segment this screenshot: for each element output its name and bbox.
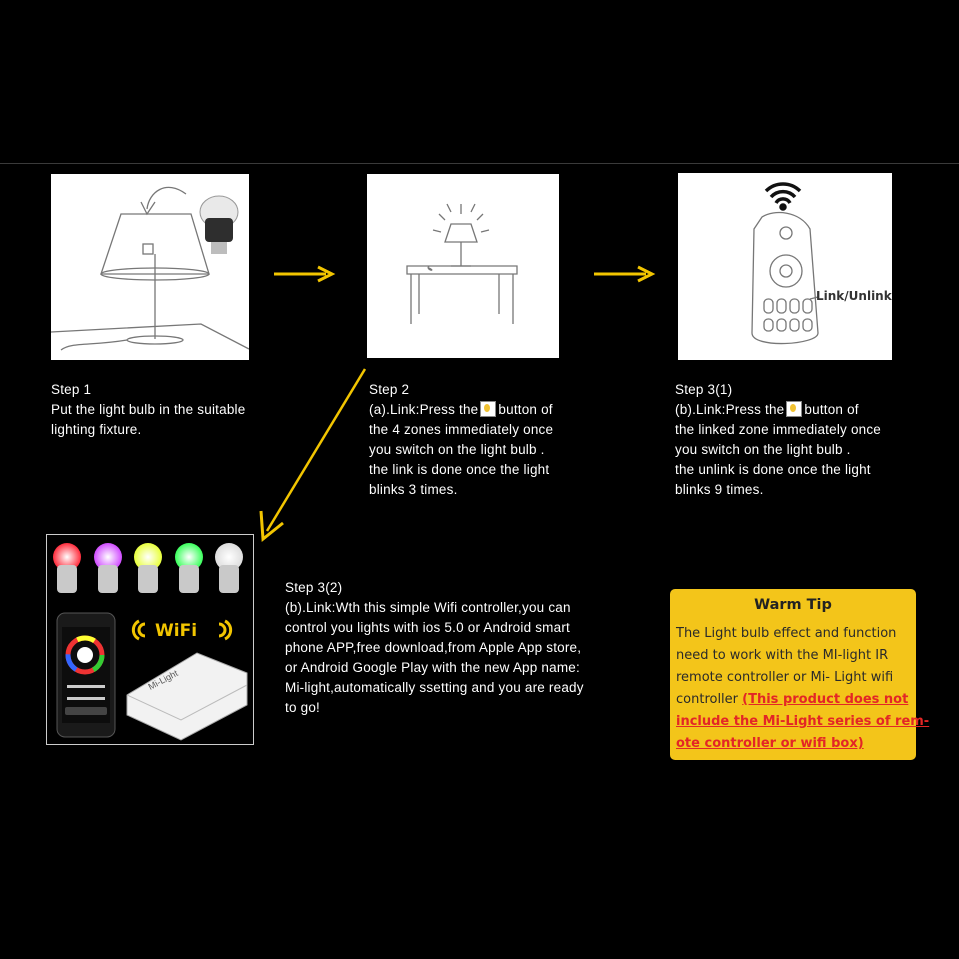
step1-title: Step 1 — [51, 382, 92, 397]
step2-image — [367, 174, 559, 358]
step1-line: lighting fixture. — [51, 422, 142, 437]
arrow-down-left-icon — [255, 365, 370, 543]
link-button-icon — [786, 401, 802, 417]
colored-bulbs — [53, 543, 243, 593]
arrow-right-icon — [592, 264, 656, 284]
step3-1-line: you switch on the light bulb . — [675, 442, 851, 457]
step1-line: Put the light bulb in the suitable — [51, 402, 246, 417]
link-button-icon — [480, 401, 496, 417]
step3-1-line: the unlink is done once the light — [675, 462, 871, 477]
warm-tip-warning: include the Mi-Light series of rem- — [676, 714, 930, 729]
step3-1-line: the linked zone immediately once — [675, 422, 882, 437]
smartphone — [57, 613, 115, 737]
step1-image — [51, 174, 249, 360]
step3-1-title: Step 3(1) — [675, 382, 733, 397]
warm-tip-line: need to work with the MI-light IR — [676, 648, 889, 663]
step2-line: the 4 zones immediately once — [369, 422, 554, 437]
step2-line: (a).Link:Press the button of — [369, 402, 553, 417]
step3-2-line: phone APP,free download,from Apple App store, — [285, 640, 582, 655]
step2-line: you switch on the light bulb . — [369, 442, 545, 457]
step3-1-line: (b).Link:Press the button of — [675, 402, 859, 417]
warm-tip-title: Warm Tip — [754, 597, 832, 613]
wifi-label: WiFi — [155, 621, 198, 641]
step3-1-line: blinks 9 times. — [675, 482, 764, 497]
wifi-signal-icon — [766, 184, 800, 209]
step3-2-line: (b).Link:Wth this simple Wifi controller,you can — [285, 600, 571, 615]
step3-2-line: or Android Google Play with the new App name: — [285, 660, 580, 675]
link-unlink-label: Link/Unlink — [816, 289, 892, 303]
warm-tip-warning: ote controller or wifi box) — [676, 736, 864, 751]
warm-tip-box — [670, 589, 930, 760]
warm-tip-line: The Light bulb effect and function — [676, 626, 897, 641]
step3-2-line: to go! — [285, 700, 320, 715]
step3-2-title: Step 3(2) — [285, 580, 343, 595]
warm-tip-warning: (This product does not — [742, 692, 909, 707]
step1-text — [51, 380, 245, 440]
step3-remote-image — [678, 173, 892, 360]
step3-2-line: Mi-light,automatically ssetting and you are ready — [285, 680, 584, 695]
wifi-controller-box — [127, 653, 247, 740]
step3-2-line: control you lights with ios 5.0 or Android smart — [285, 620, 570, 635]
step2-line: the link is done once the light — [369, 462, 550, 477]
section-divider — [0, 163, 959, 164]
wifi-product-image — [46, 534, 254, 745]
warm-tip-line: remote controller or Mi- Light wifi — [676, 670, 894, 685]
step2-title: Step 2 — [369, 382, 410, 397]
warm-tip-body — [676, 623, 930, 755]
arrow-right-icon — [272, 264, 336, 284]
step2-text — [369, 380, 553, 500]
bulb-icon — [200, 196, 238, 254]
warm-tip-line: controller (This product does not — [676, 692, 909, 707]
step3-1-text — [675, 380, 881, 500]
step3-2-text — [285, 578, 584, 718]
step2-line: blinks 3 times. — [369, 482, 458, 497]
remote-control — [752, 213, 818, 344]
mi-light-box-label: Mi-Light — [146, 668, 180, 692]
